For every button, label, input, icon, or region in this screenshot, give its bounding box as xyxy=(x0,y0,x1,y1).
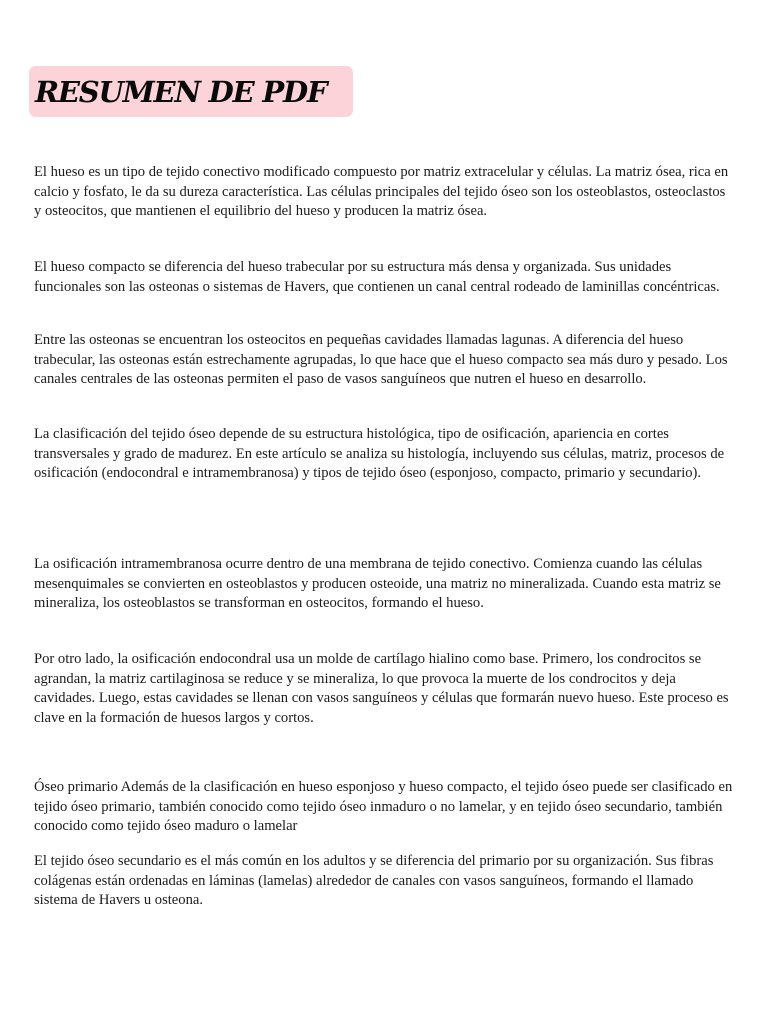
paragraph-classification: La clasificación del tejido óseo depende de su estructura histológica, tipo de osificación, apariencia en cortes transversales y grado de madurez. En este artículo se analiza su histología, incluyendo sus células, matriz, procesos de osificación (endocondral e intramembranosa) y tipos de tejido óseo (esponjoso, compacto, primario y secundario). xyxy=(34,426,725,481)
paragraph-primary-bone: Óseo primario Además de la clasificación en hueso esponjoso y hueso compacto, el tejido óseo puede ser clasificado en tejido óseo primario, también conocido como tejido óseo inmaduro o no lamelar, y en tejido óseo secundario, también conocido como tejido óseo maduro o lamelar xyxy=(34,779,733,834)
paragraph-intramembranous: La osificación intramembranosa ocurre dentro de una membrana de tejido conectivo. Comienza cuando las células mesenquimales se convierten en osteoblastos y producen osteoide, una matriz no mineralizada. Cuando esta matriz se mineraliza, los osteoblastos se transforman en osteocitos, formando el hueso. xyxy=(34,556,721,611)
paragraph-secondary-bone: El tejido óseo secundario es el más común en los adultos y se diferencia del primario por su organización. Sus fibras colágenas están ordenadas en láminas (lamelas) alrededor de canales con vasos sanguíneos, formando el llamado sistema de Havers u osteona. xyxy=(34,853,714,908)
paragraph-osteocytes: Entre las osteonas se encuentran los osteocitos en pequeñas cavidades llamadas lagunas. A diferencia del hueso trabecular, las osteonas están estrechamente agrupadas, lo que hace que el hueso compacto sea más duro y pesado. Los canales centrales de las osteonas permiten el paso de vasos sanguíneos que nutren el hueso en desarrollo. xyxy=(34,332,728,387)
paragraph-intro: El hueso es un tipo de tejido conectivo modificado compuesto por matriz extracelular y células. La matriz ósea, rica en calcio y fosfato, le da su dureza característica. Las células principales del tejido óseo son los osteoblastos, osteoclastos y osteocitos, que mantienen el equilibrio del hueso y producen la matriz ósea. xyxy=(34,164,729,219)
title-badge xyxy=(29,66,353,117)
paragraph-compact-bone: El hueso compacto se diferencia del hueso trabecular por su estructura más densa y organizada. Sus unidades funcionales son las osteonas o sistemas de Havers, que contienen un canal central rodeado de laminillas concéntricas. xyxy=(34,259,720,295)
paragraph-endochondral: Por otro lado, la osificación endocondral usa un molde de cartílago hialino como base. Primero, los condrocitos se agrandan, la matriz cartilaginosa se reduce y se mineraliza, lo que provoca la muerte de los condrocitos y deja cavidades. Luego, estas cavidades se llenan con vasos sanguíneos y células que formarán nuevo hueso. Este proceso es clave en la formación de huesos largos y cortos. xyxy=(34,651,729,726)
page-title: RESUMEN DE PDF xyxy=(35,75,327,109)
